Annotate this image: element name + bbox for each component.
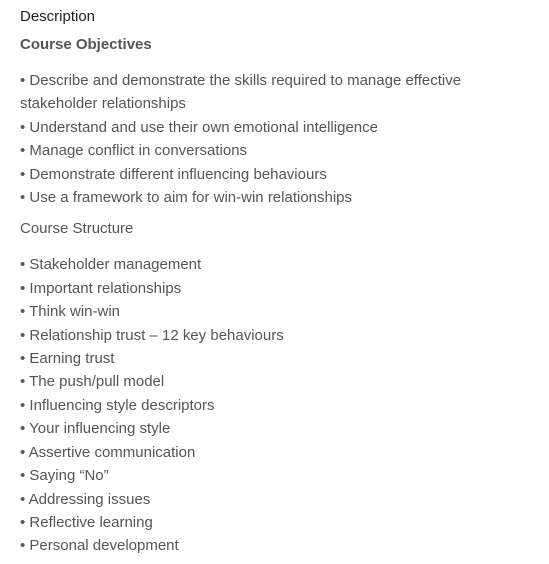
structure-item: • Important relationships: [20, 279, 182, 297]
structure-item: • Reflective learning: [20, 513, 153, 531]
objective-item: • Manage conflict in conversations: [20, 142, 248, 160]
objective-item: • Use a framework to aim for win-win relationships: [20, 189, 353, 207]
objective-item: • Understand and use their own emotional intelligence: [20, 118, 378, 136]
structure-item: • Saying “No”: [20, 467, 109, 485]
structure-item: • Your influencing style: [20, 420, 171, 438]
structure-item: • Influencing style descriptors: [20, 396, 215, 414]
course-objectives-list: [20, 69, 529, 209]
course-structure-list: [20, 253, 529, 557]
structure-item: • Stakeholder management: [20, 256, 202, 274]
objective-item: • Demonstrate different influencing behaviours: [20, 165, 327, 183]
structure-item: • Think win-win: [20, 303, 121, 321]
structure-item: • Earning trust: [20, 350, 115, 368]
course-structure-heading: Course Structure: [20, 220, 134, 238]
structure-item: • Relationship trust – 12 key behaviours: [20, 326, 284, 344]
structure-item: • The push/pull model: [20, 373, 165, 391]
objective-item: • Describe and demonstrate the skills required to manage effective stakeholder relationships: [20, 72, 462, 113]
structure-item: • Assertive communication: [20, 443, 196, 461]
structure-item: • Personal development: [20, 537, 179, 555]
description-heading: Description: [20, 8, 96, 25]
course-objectives-heading: Course Objectives: [20, 36, 152, 53]
structure-item: • Addressing issues: [20, 490, 151, 508]
